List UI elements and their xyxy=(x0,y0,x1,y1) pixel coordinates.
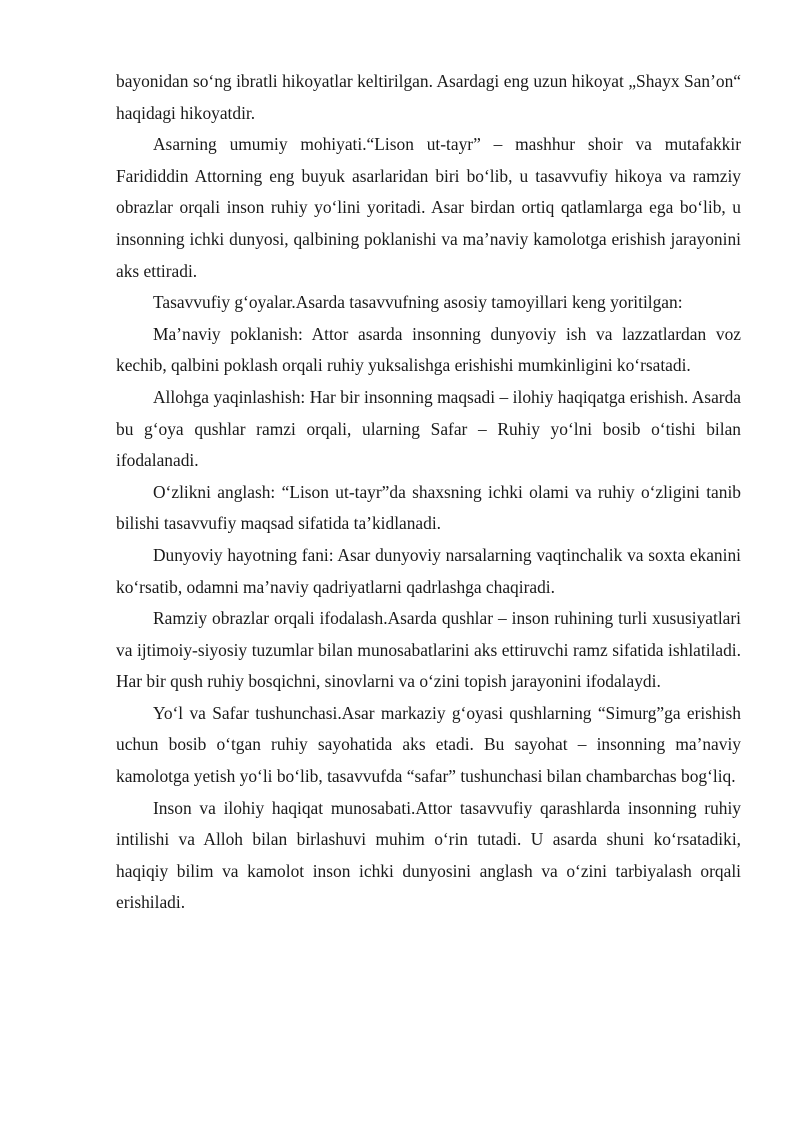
paragraph-purification: Ma’naviy poklanish: Attor asarda insonning dunyoviy ish va lazzatlardan voz kechib, qalbini poklash orqali ruhiy yuksalishga erishishi mumkinligini ko‘rsatadi. xyxy=(116,323,741,376)
paragraph-journey: Yo‘l va Safar tushunchasi.Asar markaziy g‘oyasi qushlarning “Simurg”ga erishish uchun bosib o‘tgan ruhiy sayohatida aks etadi. Bu sayohat – insonning ma’naviy kamolotga yetish yo‘li bo‘lib, tasavvufda “safar” tushunchasi bilan chambarchas bog‘liq. xyxy=(116,702,741,787)
paragraph-essence: Asarning umumiy mohiyati.“Lison ut-tayr” – mashhur shoir va mutafakkir Farididdin Attorning eng buyuk asarlaridan biri bo‘lib, u tasavvufiy hikoya va ramziy obrazlar orqali inson ruhiy yo‘lini yoritadi. Asar birdan ortiq qatlamlarga ega bo‘lib, u insonning ichki dunyosi, qalbining poklanishi va ma’naviy kamolotga erishish jarayonini aks ettiradi. xyxy=(116,134,741,281)
paragraph-self-knowledge: O‘zlikni anglash: “Lison ut-tayr”da shaxsning ichki olami va ruhiy o‘zligini tanib bilishi tasavvufiy maqsad sifatida ta’kidlanadi. xyxy=(116,481,741,534)
paragraph-continuation: bayonidan so‘ng ibratli hikoyatlar keltirilgan. Asardagi eng uzun hikoyat „Shayx San’on“ haqidagi hikoyatdir. xyxy=(116,71,741,123)
paragraph-nearness: Allohga yaqinlashish: Har bir insonning maqsadi – ilohiy haqiqatga erishish. Asarda bu g‘oya qushlar ramzi orqali, ularning Safar – Ruhiy yo‘lni bosib o‘tishi bilan ifodalanadi. xyxy=(116,386,741,471)
paragraph-sufi-ideas: Tasavvufiy g‘oyalar.Asarda tasavvufning asosiy tamoyillari keng yoritilgan: xyxy=(153,292,683,313)
paragraph-symbolism: Ramziy obrazlar orqali ifodalash.Asarda qushlar – inson ruhining turli xususiyatlari va ijtimoiy-siyosiy tuzumlar bilan munosabatlarini aks ettiruvchi ramz sifatida ishlatiladi. Har bir qush ruhiy bosqichni, sinovlarni va o‘zini topish jarayonini ifodalaydi. xyxy=(116,608,741,692)
paragraph-worldly-life: Dunyoviy hayotning fani: Asar dunyoviy narsalarning vaqtinchalik va soxta ekanini ko‘rsatib, odamni ma’naviy qadriyatlarni qadrlashga chaqiradi. xyxy=(116,544,741,597)
paragraph-divine-truth: Inson va ilohiy haqiqat munosabati.Attor tasavvufiy qarashlarda insonning ruhiy intilishi va Alloh bilan birlashuvi muhim o‘rin tutadi. U asarda shuni ko‘rsatadiki, haqiqiy bilim va kamolot inson ichki dunyosini anglash va o‘zini tarbiyalash orqali erishiladi. xyxy=(116,797,741,913)
document-page xyxy=(116,66,741,919)
